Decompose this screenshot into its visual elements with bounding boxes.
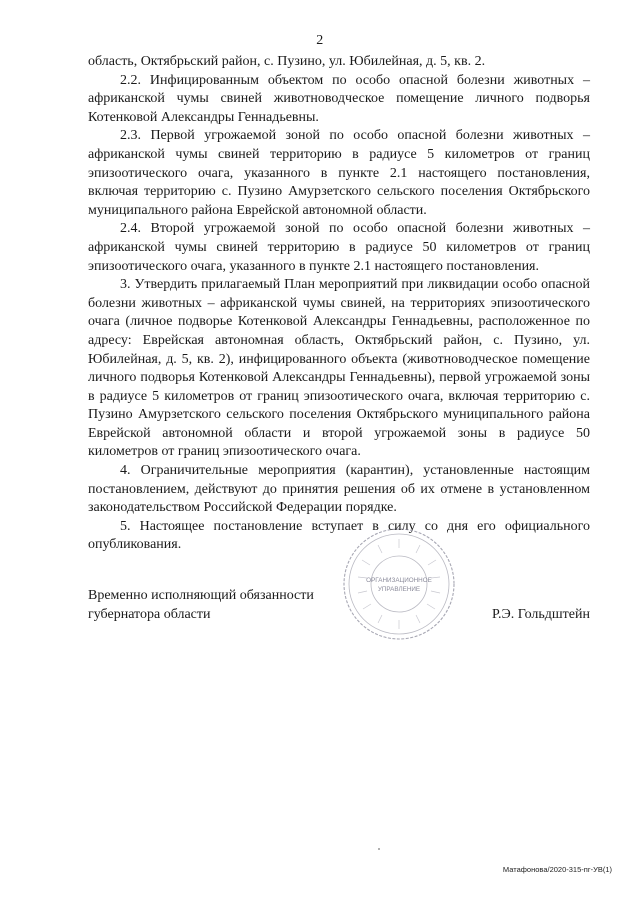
paragraph-4: 4. Ограничительные мероприятия (карантин), установленные настоящим постановлением, действуют до принятия решения об их отмене в установленном законодательством Российской Федерации порядке. [88, 463, 590, 516]
signatory-title-line2: губернатора области [88, 607, 211, 622]
stamp-text-line1: ОРГАНИЗАЦИОННОЕ [366, 577, 432, 584]
footer-reference: Матафонова/2020-315-пг-УВ(1) [502, 865, 612, 874]
document-body [88, 53, 590, 555]
signature-block [88, 586, 590, 646]
paragraph-2-4: 2.4. Второй угрожаемой зоной по особо опасной болезни животных – африканской чумы свиней территорию в радиусе 50 километров от границ эпизоотического очага, указанного в пункте 2.1 настоящего постановления. [88, 221, 590, 274]
page-number: 2 [316, 33, 324, 48]
paragraph-continuation: область, Октябрьский район, с. Пузино, ул. Юбилейная, д. 5, кв. 2. [88, 54, 486, 69]
signatory-title-line1: Временно исполняющий обязанности [88, 588, 314, 603]
signatory-title [88, 586, 314, 624]
paragraph-2-2: 2.2. Инфицированным объектом по особо опасной болезни животных – африканской чумы свиней животноводческое помещение личного подворья Котенковой Александры Геннадьевны. [88, 72, 590, 125]
signatory-name: Р.Э. Гольдштейн [491, 607, 590, 622]
stamp-text-line2: УПРАВЛЕНИЕ [377, 586, 421, 593]
paragraph-5: 5. Настоящее постановление вступает в силу со дня его официального опубликования. [88, 518, 590, 553]
paragraph-2-3: 2.3. Первой угрожаемой зоной по особо опасной болезни животных – африканской чумы свиней территорию в радиусе 5 километров от границ эпизоотического очага, указанного в пункте 2.1 настоящего постановления, включая территорию с. Пузино Амурзетского сельского поселения Октябрьского муниципального района Еврейской автономной области. [88, 128, 590, 218]
scan-speck [378, 848, 380, 850]
paragraph-3: 3. Утвердить прилагаемый План мероприятий при ликвидации особо опасной болезни животных – африканской чумы свиней, на территориях эпизоотического очага (личное подворье Котенковой Александры Геннадьевны, расположенное по адресу: Еврейская автономная область, Октябрьский район, с. Пузино, ул. Юбилейная, д. 5, кв. 2), инфицированного объекта (животноводческое помещение личного подворья Котенковой Александры Геннадьевны), первой угрожаемой зоны в радиусе 5 километров от границ эпизоотического очага, включая территорию с. Пузино Амурзетского сельского поселения Октябрьского муниципального района Еврейской автономной области и второй угрожаемой зоны в радиусе 50 километров от границ эпизоотического очага. [88, 277, 590, 460]
